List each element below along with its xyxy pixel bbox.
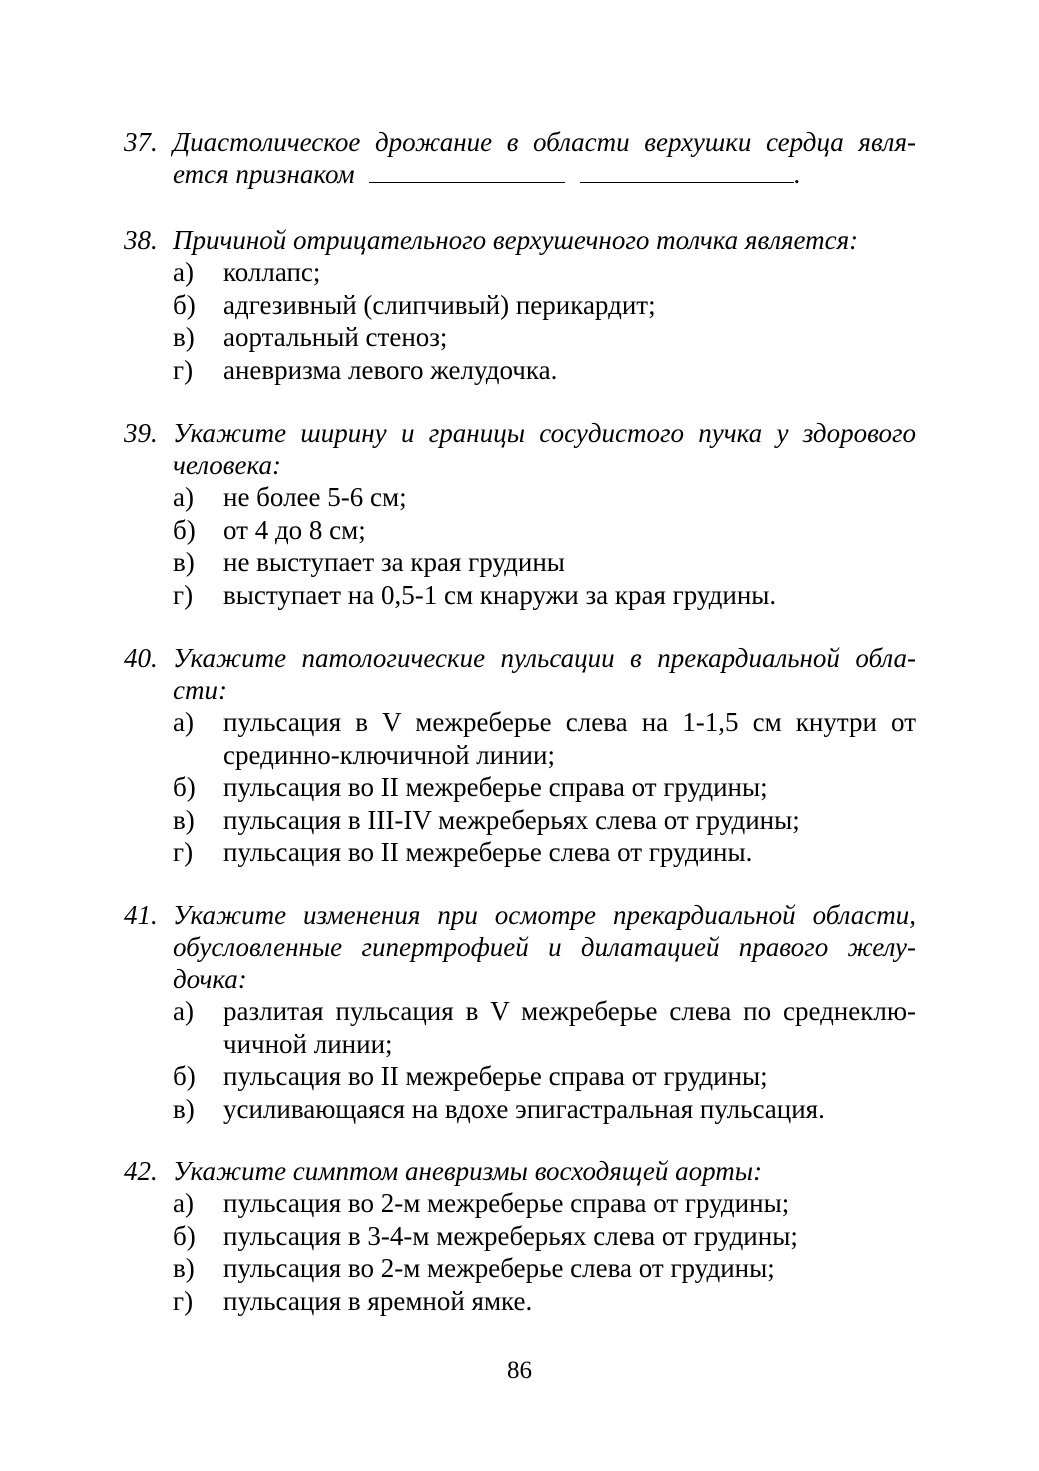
option-text: пульсация во 2-м межреберье слева от грудины; [223, 1253, 775, 1283]
answer-option[interactable] [173, 289, 916, 322]
question-text: Укажите патологические пульсации в прекардиальной обла- [173, 643, 916, 673]
option-text: пульсация во II межреберье справа от грудины; [223, 772, 768, 802]
answer-option[interactable] [173, 1285, 916, 1318]
answer-option[interactable] [173, 836, 916, 869]
option-letter: а) [173, 996, 194, 1026]
question-text-line [124, 126, 916, 158]
question-text: обусловленные гипертрофией и дилатацией правого желу- [173, 932, 916, 962]
question-40 [124, 642, 916, 869]
question-number: 42. [124, 1156, 158, 1186]
page-number: 86 [507, 1357, 532, 1384]
question-text: Диастолическое дрожание в области верхушки сердца явля- [173, 127, 916, 157]
blank-terminator: . [794, 159, 801, 189]
question-text-line [124, 931, 916, 963]
question-42 [124, 1155, 916, 1317]
option-text: пульсация в III-IV межреберьях слева от грудины; [223, 804, 800, 835]
question-text-line [124, 642, 916, 674]
answer-option[interactable] [173, 579, 916, 612]
question-text: Укажите симптом аневризмы восходящей аорты: [173, 1156, 763, 1186]
option-letter: б) [173, 1061, 196, 1091]
question-text-line [124, 417, 916, 449]
option-text: пульсация во II межреберье справа от грудины; [223, 1061, 768, 1091]
option-letter: а) [173, 257, 194, 287]
answer-option[interactable] [173, 1060, 916, 1093]
question-number: 38. [124, 225, 158, 255]
answer-option[interactable] [173, 804, 916, 837]
option-text: аневризма левого желудочка. [223, 354, 558, 385]
option-letter: в) [173, 804, 195, 835]
question-41 [124, 899, 916, 1125]
option-text: пульсация в V межреберье слева на 1-1,5 см кнутри от [223, 707, 916, 737]
question-text-line [124, 963, 916, 995]
option-letter: в) [173, 322, 195, 352]
option-letter: в) [173, 547, 195, 577]
option-text: пульсация в 3-4-м межреберьях слева от грудины; [223, 1220, 798, 1251]
option-text: аортальный стеноз; [223, 322, 448, 352]
question-text-line [124, 674, 916, 706]
option-text: коллапс; [223, 257, 321, 287]
question-text: Укажите изменения при осмотре прекардиальной области, [173, 900, 916, 930]
question-number: 40. [124, 643, 158, 673]
option-letter: г) [173, 354, 194, 385]
answer-option[interactable] [173, 1187, 916, 1220]
answer-option[interactable] [173, 481, 916, 514]
question-text-line [124, 158, 916, 190]
answer-option-continuation [173, 1028, 916, 1061]
answer-option[interactable] [173, 1093, 916, 1126]
question-text-line [124, 899, 916, 931]
answer-option[interactable] [173, 771, 916, 804]
answer-option[interactable] [173, 706, 916, 739]
answer-option[interactable] [173, 354, 916, 387]
question-number: 39. [124, 418, 158, 448]
option-letter: б) [173, 1220, 196, 1251]
option-text: не более 5-6 см; [223, 482, 407, 512]
option-text: чичной линии; [223, 1028, 393, 1059]
answer-option[interactable] [173, 514, 916, 547]
answer-option[interactable] [173, 256, 916, 289]
option-letter: г) [173, 837, 194, 867]
question-text: Укажите ширину и границы сосудистого пучка у здорового [173, 418, 916, 448]
option-text: адгезивный (слипчивый) перикардит; [223, 289, 656, 320]
option-letter: б) [173, 514, 196, 545]
option-text: усиливающаяся на вдохе эпигастральная пульсация. [223, 1093, 825, 1124]
question-38 [124, 224, 916, 386]
question-text: человека: [173, 450, 281, 480]
answer-option[interactable] [173, 995, 916, 1028]
answer-blank[interactable] [580, 160, 794, 183]
answer-option[interactable] [173, 321, 916, 354]
option-text: от 4 до 8 см; [223, 514, 366, 545]
option-text: пульсация в яремной ямке. [223, 1285, 533, 1316]
question-text-line [124, 224, 916, 256]
option-letter: а) [173, 707, 194, 737]
option-text: пульсация во II межреберье слева от грудины. [223, 837, 753, 867]
question-37 [124, 126, 916, 190]
option-letter: б) [173, 289, 196, 320]
option-text: выступает на 0,5-1 см кнаружи за края грудины. [223, 579, 777, 610]
option-text: не выступает за края грудины [223, 547, 565, 577]
question-text: ется признаком [173, 159, 355, 189]
option-letter: г) [173, 579, 194, 610]
option-letter: а) [173, 1188, 194, 1218]
question-text: сти: [173, 675, 227, 705]
question-39 [124, 417, 916, 611]
answer-option[interactable] [173, 1220, 916, 1253]
option-letter: в) [173, 1253, 195, 1283]
question-text-line [124, 1155, 916, 1187]
question-text-line [124, 449, 916, 481]
option-text: разлитая пульсация в V межреберье слева по среднеклю- [223, 996, 916, 1026]
option-text: срединно-ключичной линии; [223, 739, 555, 770]
answer-option-continuation [173, 739, 916, 772]
answer-option[interactable] [173, 1252, 916, 1285]
answer-option[interactable] [173, 546, 916, 579]
answer-blank[interactable] [369, 160, 565, 183]
option-letter: б) [173, 772, 196, 802]
question-text: дочка: [173, 964, 247, 994]
option-letter: г) [173, 1285, 194, 1316]
option-letter: в) [173, 1093, 195, 1124]
question-text: Причиной отрицательного верхушечного толчка является: [173, 225, 859, 255]
option-letter: а) [173, 482, 194, 512]
question-number: 41. [124, 900, 158, 930]
option-text: пульсация во 2-м межреберье справа от грудины; [223, 1188, 790, 1218]
question-number: 37. [124, 127, 158, 157]
